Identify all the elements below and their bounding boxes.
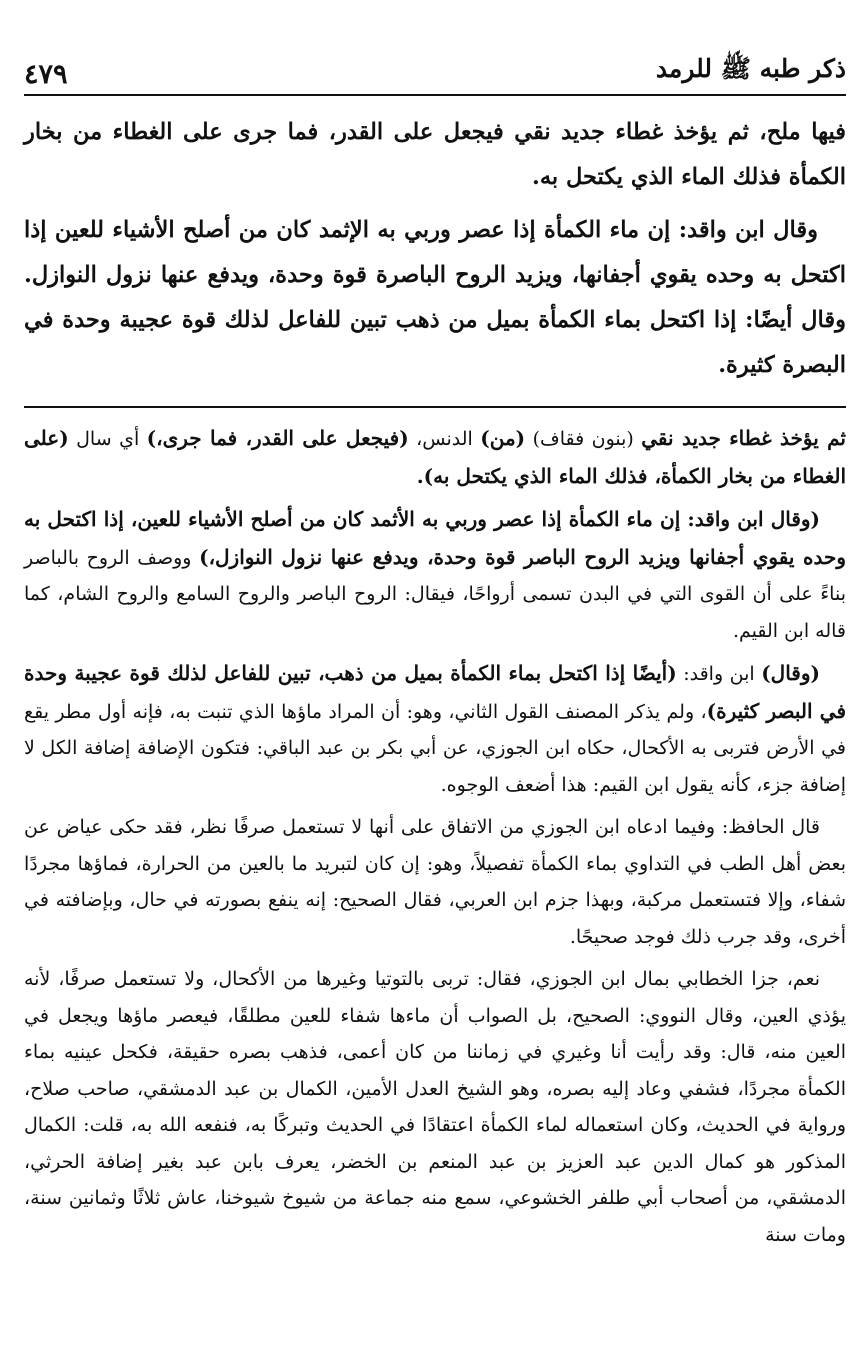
- main-text: [24, 110, 846, 388]
- commentary-run: ابن واقد:: [676, 663, 762, 685]
- quoted-matn-text: (من): [480, 426, 526, 450]
- commentary-run: (بنون فقاف): [525, 428, 642, 450]
- commentary-separator: [24, 406, 846, 408]
- commentary-paragraph-2: [24, 501, 846, 649]
- main-paragraph-1: فيها ملح، ثم يؤخذ غطاء جديد نقي فيجعل على القدر، فما جرى على الغطاء من بخار الكمأة فذلك الماء الذي يكتحل به.: [24, 119, 846, 190]
- main-paragraph-2: وقال ابن واقد: إن ماء الكمأة إذا عصر وربي به الإثمد كان من أصلح الأشياء للعين إذا اكتحل به وحده يقوي أجفانها، ويزيد الروح الباصرة قوة وحدة، ويدفع عنها نزول النوازل. وقال أيضًا: إذا اكتحل بماء الكمأة بميل من ذهب تبين للفاعل لذلك قوة عجيبة وحدة في البصرة كثيرة.: [24, 217, 846, 378]
- quoted-matn-text: ثم يؤخذ غطاء جديد نقي: [641, 426, 846, 450]
- quoted-matn-text: (فيجعل على القدر، فما جرى،): [146, 426, 409, 450]
- page-number: ٤٧٩: [24, 59, 68, 90]
- commentary-run: ووصف الروح بالباصر بناءً على أن القوى التي في البدن تسمى أرواحًا، فيقال: الروح الباصر والروح السامع والروح الشام، كما قاله ابن القيم.: [24, 546, 846, 642]
- commentary-run: أي سال: [68, 428, 147, 450]
- running-title: ذكر طبه ﷺ للرمد: [655, 54, 846, 83]
- page-header: [24, 46, 846, 90]
- commentary-paragraph-1: [24, 420, 846, 495]
- quoted-matn-text: (وقال ابن واقد: إن ماء الكمأة إذا عصر وربي به الأثمد كان من أصلح الأشياء للعين، إذا اكتحل به وحده يقوي أجفانها ويزيد الروح الباصر قوة وحدة، ويدفع عنها نزول النوازل،): [24, 507, 846, 569]
- commentary-paragraph-3: [24, 655, 846, 803]
- quoted-matn-text: (أيضًا إذا اكتحل بماء الكمأة بميل من ذهب، تبين للفاعل لذلك قوة عجيبة وحدة في البصر كثيرة): [24, 661, 847, 723]
- header-rule: [24, 94, 846, 96]
- commentary-paragraph-5: نعم، جزا الخطابي بمال ابن الجوزي، فقال: تربى بالتوتيا وغيرها من الأكحال، ولا تستعمل صرفًا، لأنه يؤذي العين، وقال النووي: الصحيح، بل الصواب أن ماءها شفاء للعين مطلقًا، فيعصر ماؤها ويجعل في العين منه، قال: وقد رأيت أنا وغيري في زماننا من كان أعمى، فذهب بصره حقيقة، فكحل عينيه بماء الكمأة مجردًا، فشفي وعاد إليه بصره، وهو الشيخ العدل الأمين، الكمال بن عبد الدمشقي، صاحب صلاح، ورواية في الحديث، وكان استعماله لماء الكمأة اعتقادًا في الحديث وتبركًا به، فنفعه الله به، قلت: الكمال المذكور هو كمال الدين عبد العزيز بن عبد المنعم بن الخضر، يعرف بابن عبد بغير إضافة الحرثي، الدمشقي، من أصحاب أبي طلفر الخشوعي، سمع منه جماعة من شيوخ شيوخنا، عاش ثلاثًا وثمانين سنة، ومات سنة: [24, 968, 846, 1246]
- quoted-matn-text: (على الغطاء من بخار الكمأة، فذلك الماء الذي يكتحل به).: [24, 426, 846, 488]
- commentary-paragraph-4: قال الحافظ: وفيما ادعاه ابن الجوزي من الاتفاق على أنها لا تستعمل صرفًا نظر، فقد حكى عياض عن بعض أهل الطب في التداوي بماء الكمأة تفصيلاً، وهو: إن كان لتبريد ما بالعين من الحرارة، فماؤها مجردًا شفاء، وإلا فتستعمل مركبة، وبهذا جزم ابن العربي، فقال الصحيح: إنه ينفع بصورته في حال، وبإضافته في أخرى، وقد جرب ذلك فوجد صحيحًا.: [24, 816, 846, 948]
- commentary-text: [24, 420, 846, 1253]
- commentary-run: الدنس،: [408, 428, 481, 450]
- quoted-matn-text: (وقال): [761, 661, 820, 685]
- commentary-run: ، ولم يذكر المصنف القول الثاني، وهو: أن المراد ماؤها الذي تنبت به، فإنه أول مطر يقع في الأرض فتربى به الأكحال، حكاه ابن الجوزي، عن أبي بكر بن عبد الباقي: فتكون الإضافة إضافة الكل لا إضافة جزء، كأنه يقول ابن القيم: هذا أضعف الوجوه.: [24, 700, 846, 796]
